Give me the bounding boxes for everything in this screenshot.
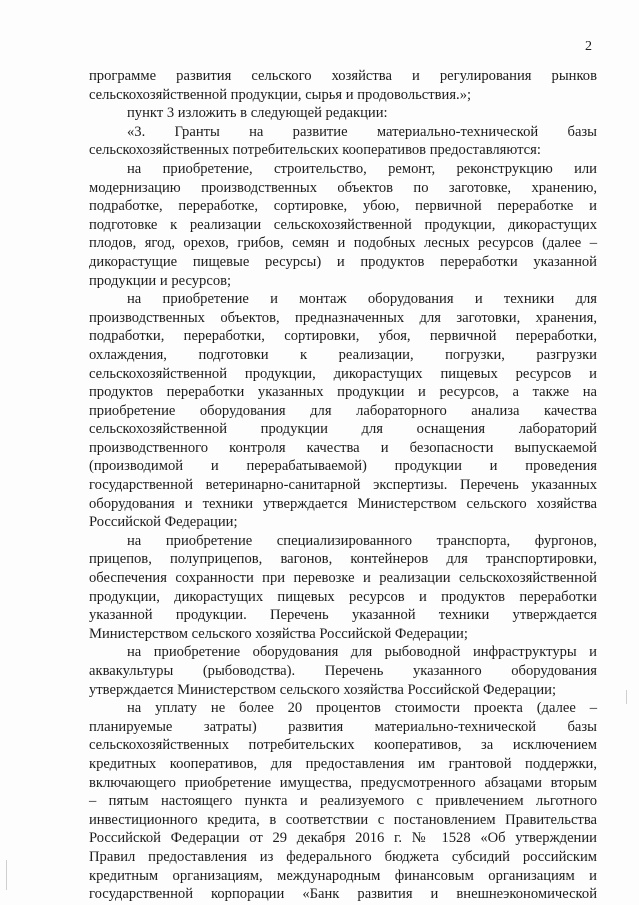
text-line: подработке, переработке, сортировке, убою, первичной переработке и [89, 198, 597, 215]
text-line: государственной ветеринарно-санитарной экспертизы. Перечень указанных [89, 477, 597, 494]
text-line: обеспечения сохранности при перевозке и реализации сельскохозяйственной [89, 570, 597, 587]
text-line: модернизацию производственных объектов по заготовке, хранению, [89, 179, 597, 196]
text-line: сельскохозяйственной продукции, сырья и продовольствия.»; [89, 86, 472, 103]
text-line: пункт 3 изложить в следующей редакции: [127, 105, 388, 122]
text-line: Правил предоставления из федерального бюджета субсидий российским [89, 848, 597, 865]
text-line: производственных объектов, предназначенных для заготовки, хранения, [89, 309, 597, 326]
text-line: Российской Федерации от 29 декабря 2016 г. № 1528 «Об утверждении [89, 830, 597, 847]
text-line: «3. Гранты на развитие материально-технической базы [127, 123, 597, 140]
text-line: инвестиционного кредита, в соответствии с постановлением Правительства [89, 811, 597, 828]
text-line: утверждается Министерством сельского хозяйства Российской Федерации; [89, 681, 557, 698]
text-line: Министерством сельского хозяйства Российской Федерации; [89, 625, 468, 642]
page-number: 2 [585, 39, 592, 54]
text-line: оборудования и техники утверждается Министерством сельского хозяйства [89, 495, 597, 512]
text-line: планируемые затраты) развития материально-технической базы [89, 718, 597, 735]
text-line: Российской Федерации; [89, 514, 238, 531]
text-line: продуктов переработки указанных продукции и ресурсов, а также на [89, 384, 597, 401]
text-line: на уплату не более 20 процентов стоимости проекта (далее – [127, 700, 597, 717]
text-line: (производимой и перерабатываемой) продукции и проведения [89, 458, 597, 475]
text-line: дикорастущие пищевые ресурсы) и продуктов переработки указанной [89, 253, 597, 270]
text-line: включающего приобретение имущества, предусмотренного абзацами вторым [89, 774, 597, 791]
text-line: на приобретение и монтаж оборудования и техники для [127, 291, 597, 308]
text-line: прицепов, полуприцепов, вагонов, контейнеров для транспортировки, [89, 551, 597, 568]
text-line: сельскохозяйственных потребительских кооперативов, за исключением [89, 737, 597, 754]
text-line: на приобретение оборудования для рыбоводной инфраструктуры и [127, 644, 597, 661]
text-line: указанной продукции. Перечень указанной техники утверждается [89, 607, 597, 624]
text-line: аквакультуры (рыбоводства). Перечень указанного оборудования [89, 663, 597, 679]
text-line: приобретение оборудования для лабораторного анализа качества [89, 402, 597, 419]
text-line: продукции, дикорастущих пищевых ресурсов и продуктов переработки [89, 588, 597, 605]
scan-edge-mark [626, 690, 627, 704]
text-line: государственной корпорации «Банк развития и внешнеэкономической [89, 886, 597, 903]
text-line: охлаждения, подготовки к реализации, погрузки, разгрузки [89, 346, 597, 363]
text-line: кредитных кооперативов, для предоставления им грантовой поддержки, [89, 755, 597, 772]
text-line: на приобретение специализированного транспорта, фургонов, [127, 532, 597, 549]
text-line: подготовке к реализации сельскохозяйственной продукции, дикорастущих [89, 216, 597, 233]
text-line: производственного контроля качества и безопасности выпускаемой [89, 439, 597, 456]
text-line: подработки, переработки, сортировки, убоя, первичной переработки, [89, 328, 597, 345]
text-line: продукции и ресурсов; [89, 272, 232, 289]
text-line: сельскохозяйственных потребительских кооперативов предоставляются: [89, 142, 541, 159]
text-line: сельскохозяйственной продукции для оснащения лабораторий [89, 421, 597, 438]
text-line: сельскохозяйственной продукции, дикорастущих пищевых ресурсов и [89, 365, 597, 382]
text-line: программе развития сельского хозяйства и регулирования рынков [89, 68, 597, 84]
text-line: кредитным организациям, международным финансовым организациям и [89, 867, 597, 884]
document-body [89, 67, 597, 904]
text-line: – пятым настоящего пункта и реализуемого с привлечением льготного [89, 793, 597, 810]
text-line: на приобретение, строительство, ремонт, реконструкцию или [127, 160, 597, 177]
scan-edge-mark [6, 860, 7, 890]
text-line: плодов, ягод, орехов, грибов, семян и подобных лесных ресурсов (далее – [89, 235, 597, 252]
